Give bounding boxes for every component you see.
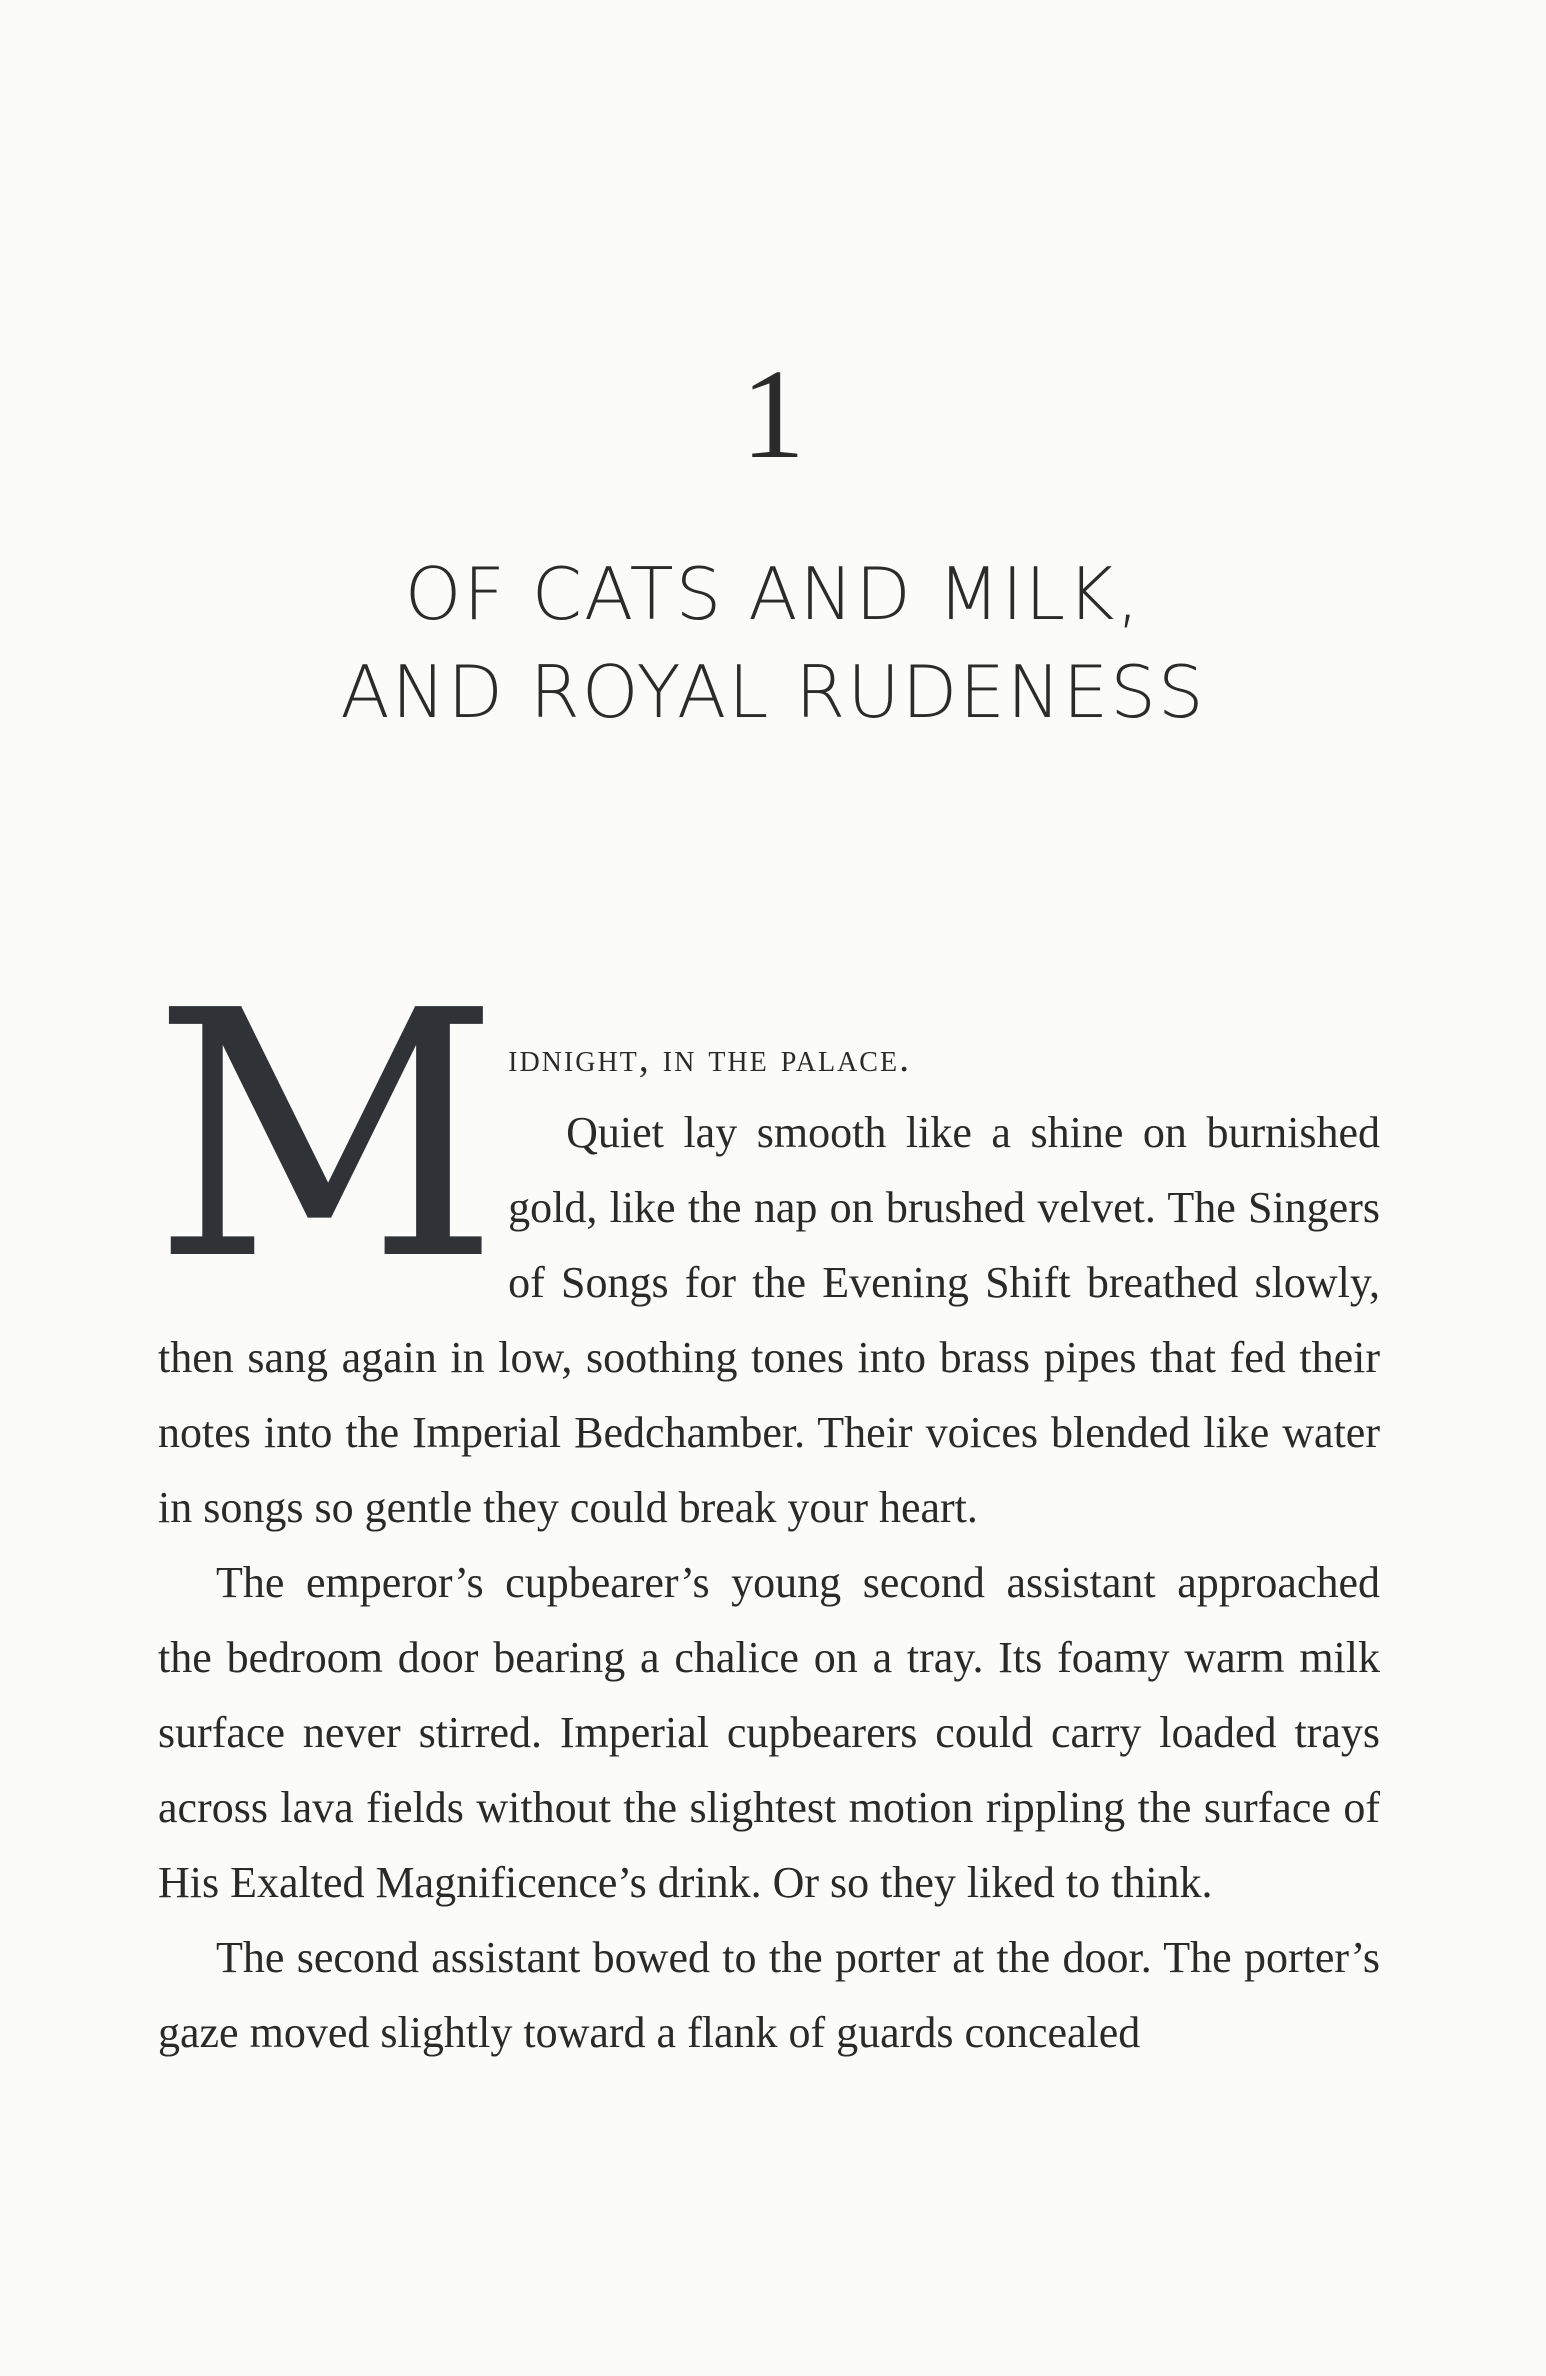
chapter-title-line-2: AND ROYAL RUDENESS <box>340 650 1206 734</box>
paragraph-3: The second assistant bowed to the porter at the door. The porter’s gaze moved slightly toward a flank of guards concealed <box>158 1933 1380 2057</box>
chapter-body <box>152 939 1380 2070</box>
chapter-number: 1 <box>741 343 805 485</box>
chapter-title <box>0 545 1546 741</box>
lead-in: idnight, in the palace. <box>508 1035 912 1080</box>
first-paragraph: Quiet lay smooth like a shine on burnished gold, like the nap on brushed velvet. The Singers of Songs for the Evening Shift breathed slowly, then sang again in low, soothing tones into brass pipes that fed their notes into the Imperial Bedchamber. Their voices blended like water in songs so gentle they could break your heart. <box>158 1108 1380 1532</box>
drop-cap: M <box>152 939 491 1335</box>
chapter-title-line-1: OF CATS AND MILK, <box>404 552 1142 636</box>
paragraph-2: The emperor’s cupbearer’s young second assistant approached the bedroom door bearing a chalice on a tray. Its foamy warm milk surface never stirred. Imperial cupbearers could carry loaded trays across lava fields without the slightest motion rippling the surface of His Exalted Magnificence’s drink. Or so they liked to think. <box>158 1558 1380 1907</box>
